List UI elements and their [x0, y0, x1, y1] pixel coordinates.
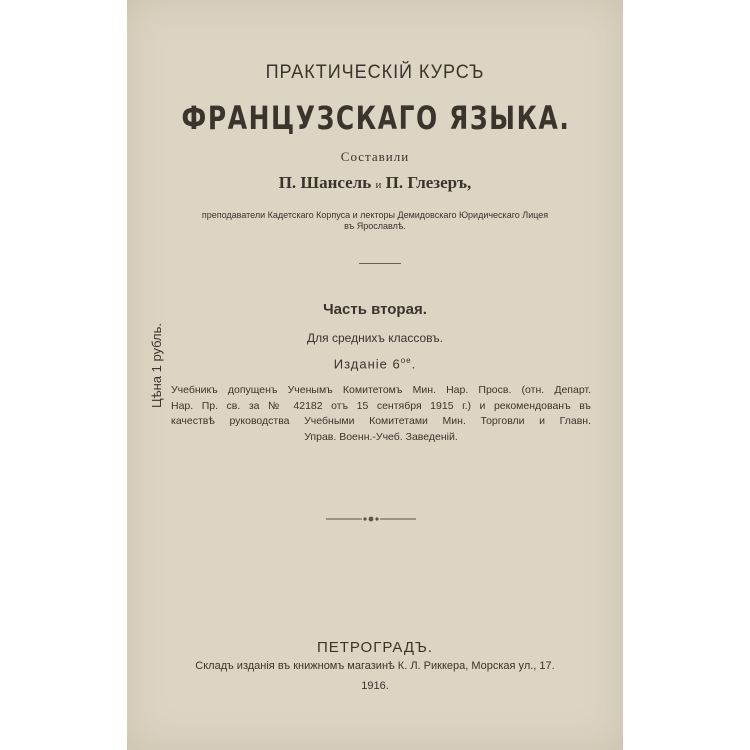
author-2: П. Глезеръ,	[385, 173, 472, 192]
edition-superscript: ое	[400, 356, 412, 365]
affiliation-line-1: преподаватели Кадетскаго Корпуса и лекторы Демидовскаго Юридическаго Лицея	[201, 210, 549, 220]
approval-line-2: Нар. Пр. св. за № 42182 отъ 15 сентября 1915 г.) и рекомендованъ въ	[171, 399, 591, 412]
approval-line-3: качествѣ руководства Учебными Комитетами Мин. Торговли и Главн.	[171, 415, 591, 427]
publication-city: ПЕТРОГРАДЪ.	[316, 639, 434, 656]
affiliation-line-2: въ Ярославлѣ.	[344, 221, 406, 231]
book-title-page	[127, 0, 623, 750]
publication-year: 1916.	[361, 680, 389, 692]
authors	[127, 173, 623, 193]
part-title: Часть вторая.	[323, 301, 427, 318]
edition-text: Изданіе 6	[333, 356, 401, 372]
title-main-line: ФРАНЦУЗСКАГО ЯЗЫКА.	[181, 99, 571, 137]
grade-level: Для среднихъ классовъ.	[307, 331, 443, 345]
approval-line-4: Управ. Военн.-Учеб. Заведеній.	[304, 430, 458, 443]
author-conjunction: и	[375, 179, 382, 191]
author-1: П. Шансель	[278, 173, 372, 192]
approval-paragraph	[171, 383, 591, 445]
approval-line-1: Учебникъ допущенъ Ученымъ Комитетомъ Мин. Нар. Просв. (отн. Департ.	[171, 384, 591, 396]
edition-number	[127, 356, 623, 371]
price-note: Цѣна 1 рубль.	[149, 322, 164, 408]
edition-end: .	[411, 356, 417, 372]
compiled-by-label: Составили	[340, 149, 410, 164]
title-upper-line: ПРАКТИЧЕСКІЙ КУРСЪ	[265, 62, 485, 83]
separator-rule	[359, 263, 401, 264]
publisher-store: Складъ изданія въ книжномъ магазинѣ К. Л. Риккера, Морская ул., 17.	[195, 660, 555, 672]
ornament-divider	[326, 514, 416, 524]
